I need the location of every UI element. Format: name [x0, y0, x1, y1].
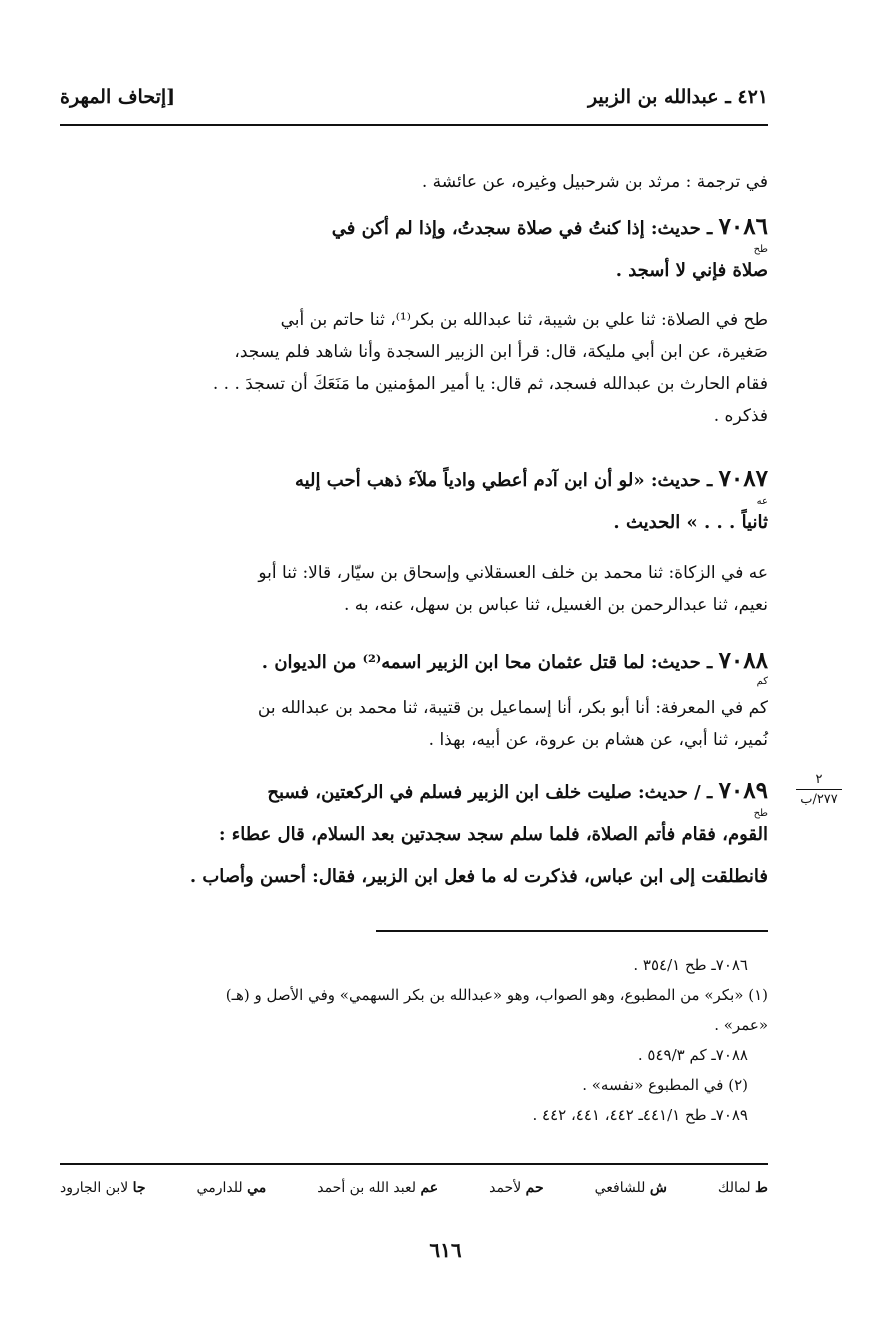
- hadith-entry-7088: [60, 640, 768, 687]
- isnad-line: فذكره .: [713, 406, 768, 426]
- isnad-line: صَغيرة، عن ابن أبي مليكة، قال: قرأ ابن الزبير السجدة وأنا شاهد فلم يسجد،: [234, 342, 768, 362]
- isnad-line: كم في المعرفة: أنا أبو بكر، أنا إسماعيل بن قتيبة، ثنا محمد بن عبدالله بن: [257, 698, 768, 718]
- page-number: ٦١٦: [429, 1238, 462, 1262]
- hadith-number: ٧٠٨٩: [718, 777, 768, 804]
- isnad-line: نُمير، ثنا أبي، عن هشام بن عروة، عن أبيه، بهذا .: [428, 730, 768, 750]
- hadith-line: [60, 640, 768, 684]
- isnad-line: فقام الحارث بن عبدالله فسجد، ثم قال: يا أمير المؤمنين ما مَنَعَكَ أن تسجدَ . . .: [212, 374, 768, 394]
- hadith-line: [60, 206, 768, 250]
- source-symbol: طح: [753, 244, 768, 255]
- footnote-line: ٧٠٨٨ـ كم ٥٤٩/٣ .: [637, 1046, 748, 1064]
- footnote-line: (١) «بكر» من المطبوع، وهو الصواب، وهو «عبدالله بن بكر السهمي» وفي الأصل و (هـ): [225, 986, 768, 1004]
- source-symbol: عه: [756, 496, 768, 507]
- source-symbol: كم: [756, 676, 768, 687]
- abbreviation-rule: [60, 1163, 768, 1165]
- abbreviation-item: مي للدارمي: [196, 1180, 267, 1196]
- isnad-line: نعيم، ثنا عبدالرحمن بن الغسيل، ثنا عباس بن سهل، عنه، به .: [343, 595, 768, 615]
- isnad-7088: [60, 692, 768, 756]
- footnotes: [60, 950, 768, 1130]
- hadith-line: [60, 458, 768, 502]
- hadith-entry-7086: [60, 206, 768, 292]
- folio-note-bottom: ٢٧٧/ب: [800, 792, 838, 807]
- running-header-book: [إتحاف المهرة: [60, 86, 176, 108]
- footnote-line: «عمر» .: [714, 1016, 768, 1034]
- abbreviation-key: [60, 1180, 768, 1196]
- hadith-line: ثانياً . . . » الحديث .: [613, 512, 768, 533]
- hadith-entry-7089: [60, 770, 768, 898]
- hadith-text: ـ حديث: «لو أن ابن آدم أعطي وادياً ملآء ذهب أحب إليه: [294, 470, 713, 491]
- footnote-line: ٧٠٨٩ـ طح ٤٤١/١ـ ٤٤٢، ٤٤١، ٤٤٢ .: [532, 1106, 748, 1124]
- intro-line: [60, 166, 768, 198]
- hadith-text: ـ / حديث: صليت خلف ابن الزبير فسلم في الركعتين، فسبح: [267, 782, 713, 803]
- abbreviation-item: حم لأحمد: [489, 1180, 544, 1196]
- hadith-text: ـ حديث: لما قتل عثمان محا ابن الزبير اسمه⁽²⁾ من الديوان .: [261, 652, 713, 673]
- footnote-line: ٧٠٨٦ـ طح ٣٥٤/١ .: [633, 956, 748, 974]
- intro-text: في ترجمة : مرثد بن شرحبيل وغيره، عن عائشة .: [421, 172, 768, 192]
- hadith-number: ٧٠٨٧: [718, 465, 768, 492]
- isnad-line: طح في الصلاة: ثنا علي بن شيبة، ثنا عبدالله بن بكر⁽¹⁾، ثنا حاتم بن أبي: [280, 310, 768, 330]
- footnote-line: (٢) في المطبوع «نفسه» .: [582, 1076, 748, 1094]
- abbreviation-item: عم لعبد الله بن أحمد: [317, 1180, 439, 1196]
- hadith-line: القوم، فقام فأتم الصلاة، فلما سلم سجد سجدتين بعد السلام، قال عطاء :: [218, 824, 768, 845]
- hadith-entry-7087: [60, 458, 768, 544]
- hadith-line: [60, 770, 768, 814]
- hadith-line: صلاة فإني لا أسجد .: [615, 260, 768, 281]
- manuscript-folio-note: [790, 772, 848, 807]
- footnote-rule: [376, 930, 768, 932]
- hadith-number: ٧٠٨٨: [718, 647, 768, 674]
- abbreviation-item: ط لمالك: [717, 1180, 768, 1196]
- hadith-number: ٧٠٨٦: [718, 213, 768, 240]
- folio-note-top: ٢: [815, 772, 823, 787]
- folio-note-divider: [796, 789, 842, 790]
- hadith-text: ـ حديث: إذا كنتُ في صلاة سجدتُ، وإذا لم أكن في: [331, 218, 713, 239]
- abbreviation-item: ش للشافعي: [594, 1180, 667, 1196]
- isnad-line: عه في الزكاة: ثنا محمد بن خلف العسقلاني وإسحاق بن سيّار، قالا: ثنا أبو: [258, 563, 768, 583]
- isnad-7087: [60, 557, 768, 621]
- running-header-title: ٤٢١ ـ عبدالله بن الزبير: [587, 86, 768, 108]
- isnad-7086: [60, 304, 768, 432]
- source-symbol: طح: [753, 808, 768, 819]
- header-rule: [60, 124, 768, 126]
- abbreviation-item: جا لابن الجارود: [60, 1180, 146, 1196]
- hadith-line: فانطلقت إلى ابن عباس، فذكرت له ما فعل ابن الزبير، فقال: أحسن وأصاب .: [189, 866, 768, 887]
